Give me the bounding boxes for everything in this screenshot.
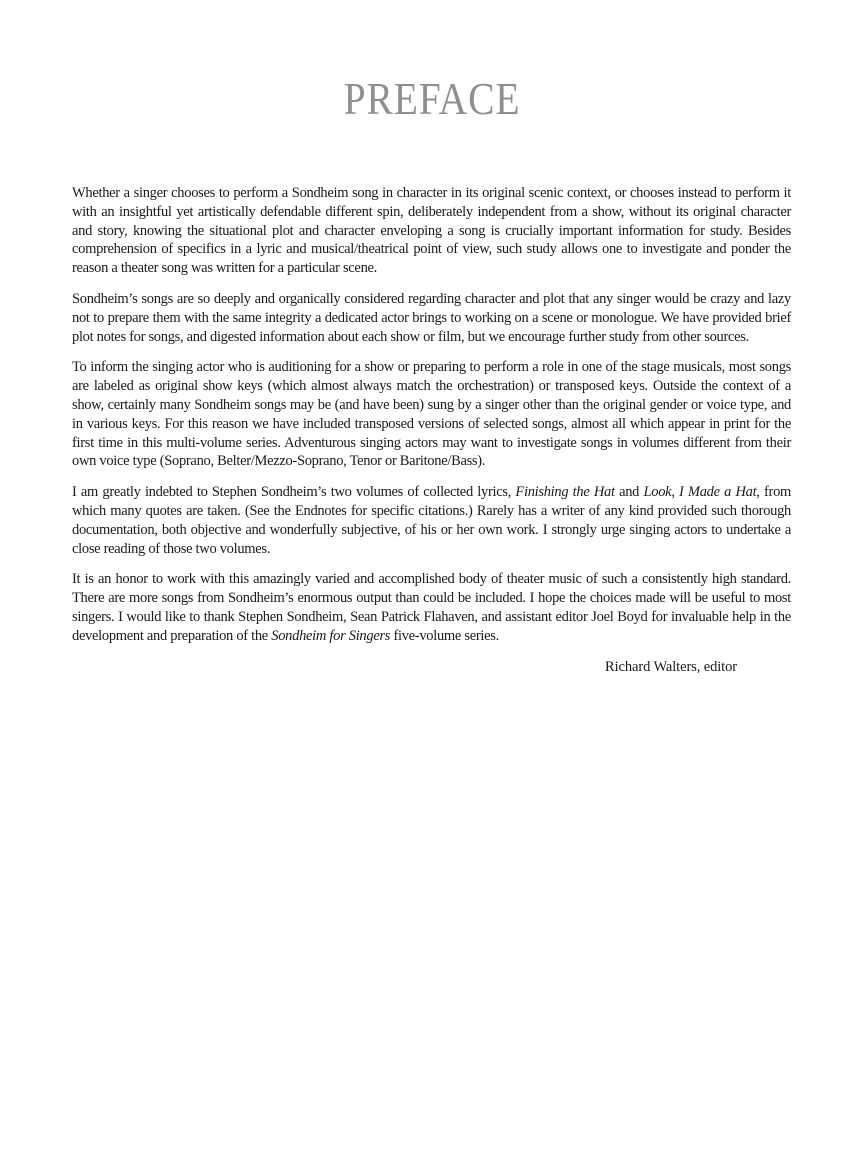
paragraph-4 — [72, 483, 791, 558]
text-segment: Sondheim’s songs are so deeply and organically considered regarding character and plot that any singer would be crazy and lazy not to prepare them with the same integrity a dedicated actor brings to working on a scene or monologue. We have provided brief plot notes for songs, and digested information about each show or film, but we encourage further study from other sources. — [72, 290, 791, 345]
text-segment: It is an honor to work with this amazingly varied and accomplished body of theater music of such a consistently high standard. There are more songs from Sondheim’s enormous output than could be included. I hope the choices made will be useful to most singers. I would like to thank Stephen Sondheim, Sean Patrick Flahaven, and assistant editor Joel Boyd for invaluable help in the development and preparation of the — [72, 571, 791, 644]
book-title-look-i-made-a-hat: Look, I Made a Hat, — [643, 484, 760, 501]
text-segment: Whether a singer chooses to perform a Sondheim song in character in its original scenic context, or chooses instead to perform it with an insightful yet artistically defendable different spin, deliberately independent from a show, without its original character and story, knowing the situational plot and character enveloping a song is crucially important information for study. Besides comprehension of specifics in a lyric and musical/theatrical point of view, such study allows one to investigate and ponder the reason a theater song was written for a particular scene. — [72, 185, 791, 277]
text-segment: To inform the singing actor who is auditioning for a show or preparing to perform a role in one of the stage musicals, most songs are labeled as original show keys (which almost always match the orchestration) or transposed keys. Outside the context of a show, certainly many Sondheim songs may be (and have been) sung by a singer other than the original gender or voice type, and in various keys. For this reason we have included transposed versions of selected songs, almost all which appear in print for the first time in this multi-volume series. Adventurous singing actors may want to investigate songs in volumes different from their own voice type (Soprano, Belter/Mezzo-Soprano, Tenor or Baritone/Bass). — [72, 359, 791, 470]
book-title-finishing-the-hat: Finishing the Hat — [515, 484, 615, 501]
preface-body — [72, 184, 791, 688]
text-segment: from which many quotes are taken. (See the Endnotes for specific citations.) Rarely has a writer of any kind provided such thorough documentation, both objective and wonderfully subjective, of his or her own work. I strongly urge singing actors to undertake a close reading of those two volumes. — [72, 484, 792, 557]
text-segment: I am greatly indebted to Stephen Sondheim’s two volumes of collected lyrics, — [72, 484, 516, 501]
text-segment: five-volume series. — [390, 627, 499, 644]
text-segment: and — [614, 484, 644, 501]
page-title: PREFACE — [343, 73, 521, 124]
paragraph-3 — [72, 358, 791, 471]
paragraph-1 — [72, 184, 791, 278]
signature: Richard Walters, editor — [605, 658, 737, 675]
paragraph-2 — [72, 290, 791, 346]
series-title-sondheim-for-singers: Sondheim for Singers — [271, 627, 391, 644]
paragraph-5 — [72, 570, 791, 645]
